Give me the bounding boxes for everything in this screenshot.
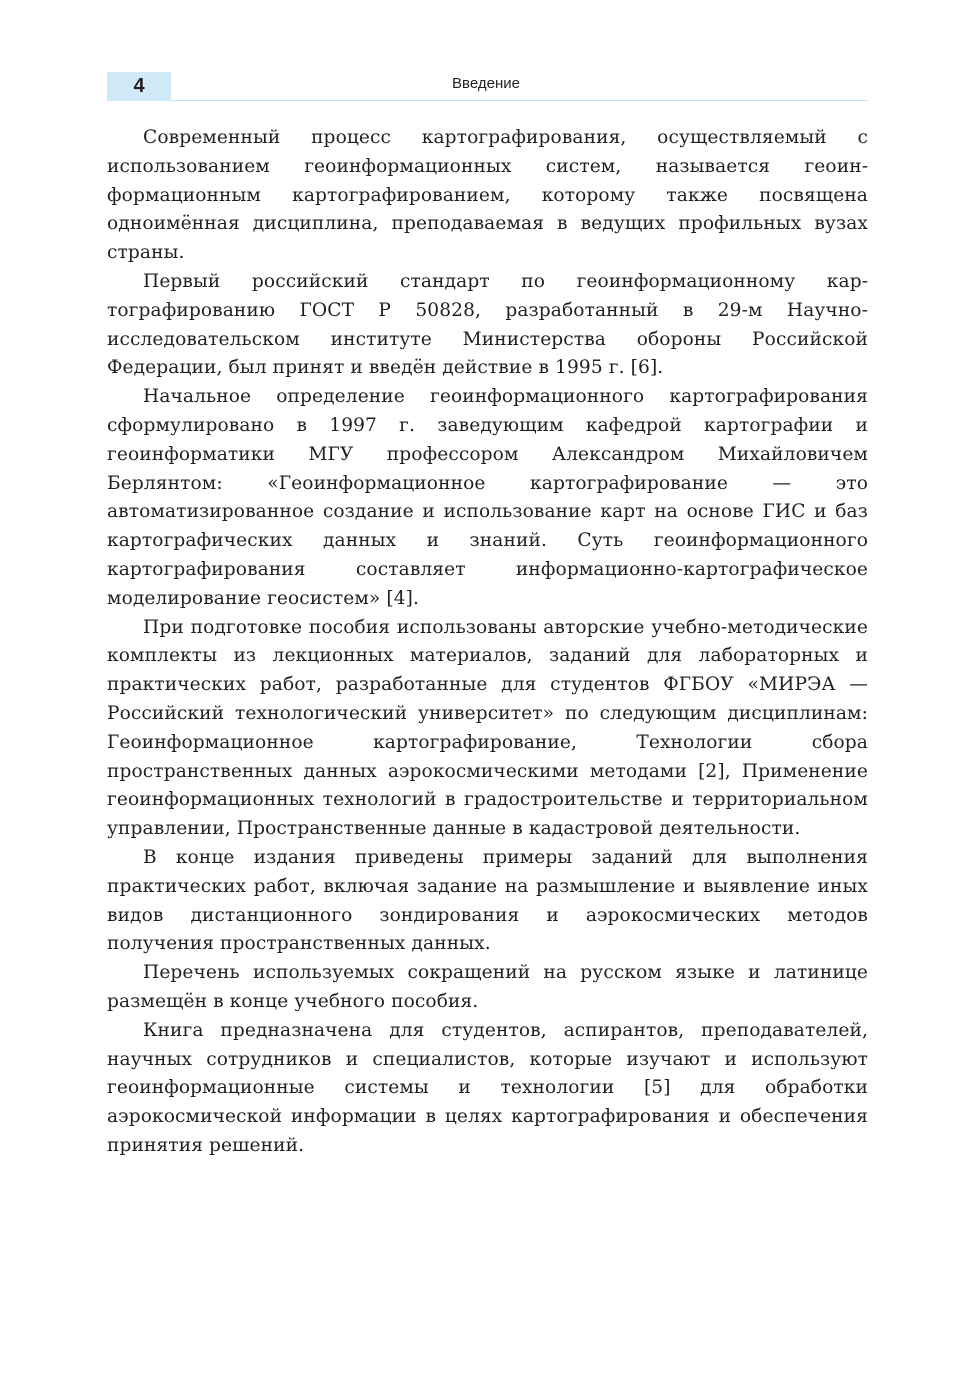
running-header bbox=[171, 72, 868, 101]
paragraph: Современный процесс картографирования, осуществляемый с использованием геоинформационных систем, называется геоинформационным картографированием, которому также посвящена одноимённая дисциплина, преподаваемая в ведущих профильных вузах страны. bbox=[107, 127, 868, 264]
paragraph: При подготовке пособия использованы авторские учебно-методические комплекты из лекционных материалов, заданий для лабораторных и практических работ, разработанные для студентов ФГБОУ «МИРЭА — Российский технологический университет» по следующим дисциплинам: Геоинформационное картографирование, Технологии сбора пространственных данных аэрокосмическими методами [2], Применение геоинформационных технологий в градостроительстве и территориальном управлении, Пространственные данные в кадастровой деятельности. bbox=[107, 616, 868, 840]
page-number: 4 bbox=[107, 72, 171, 101]
paragraph: Первый российский стандарт по геоинформационному картографированию ГОСТ Р 50828, разработанный в 29-м Научно-исследовательском институте Министерства обороны Российской Федерации, был принят и введён действие в 1995 г. [6]. bbox=[107, 270, 868, 379]
paragraph: В конце издания приведены примеры заданий для выполнения практических работ, включая задание на размышление и выявление иных видов дистанционного зондирования и аэрокосмических методов получения пространственных данных. bbox=[107, 846, 868, 955]
body-text bbox=[107, 124, 868, 1161]
paragraph: Книга предназначена для студентов, аспирантов, преподавателей, научных сотрудников и специалистов, которые изучают и используют геоинформационные системы и технологии [5] для обработки аэрокосмической информации в целях картографирования и обеспечения принятия решений. bbox=[107, 1019, 868, 1156]
paragraph: Перечень используемых сокращений на русском языке и латинице размещён в конце учебного пособия. bbox=[107, 962, 868, 1012]
section-title: Введение bbox=[452, 75, 520, 92]
paragraph: Начальное определение геоинформационного картографирования сформулировано в 1997 г. заведующим кафедрой картографии и геоинформатики МГУ профессором Александром Михайловичем Берлянтом: «Геоинформационное картографирование — это автоматизированное создание и использование карт на основе ГИС и баз картографических данных и знаний. Суть геоинформационного картографирования составляет информационно-картографическое моделирование геосистем» [4]. bbox=[107, 386, 868, 609]
